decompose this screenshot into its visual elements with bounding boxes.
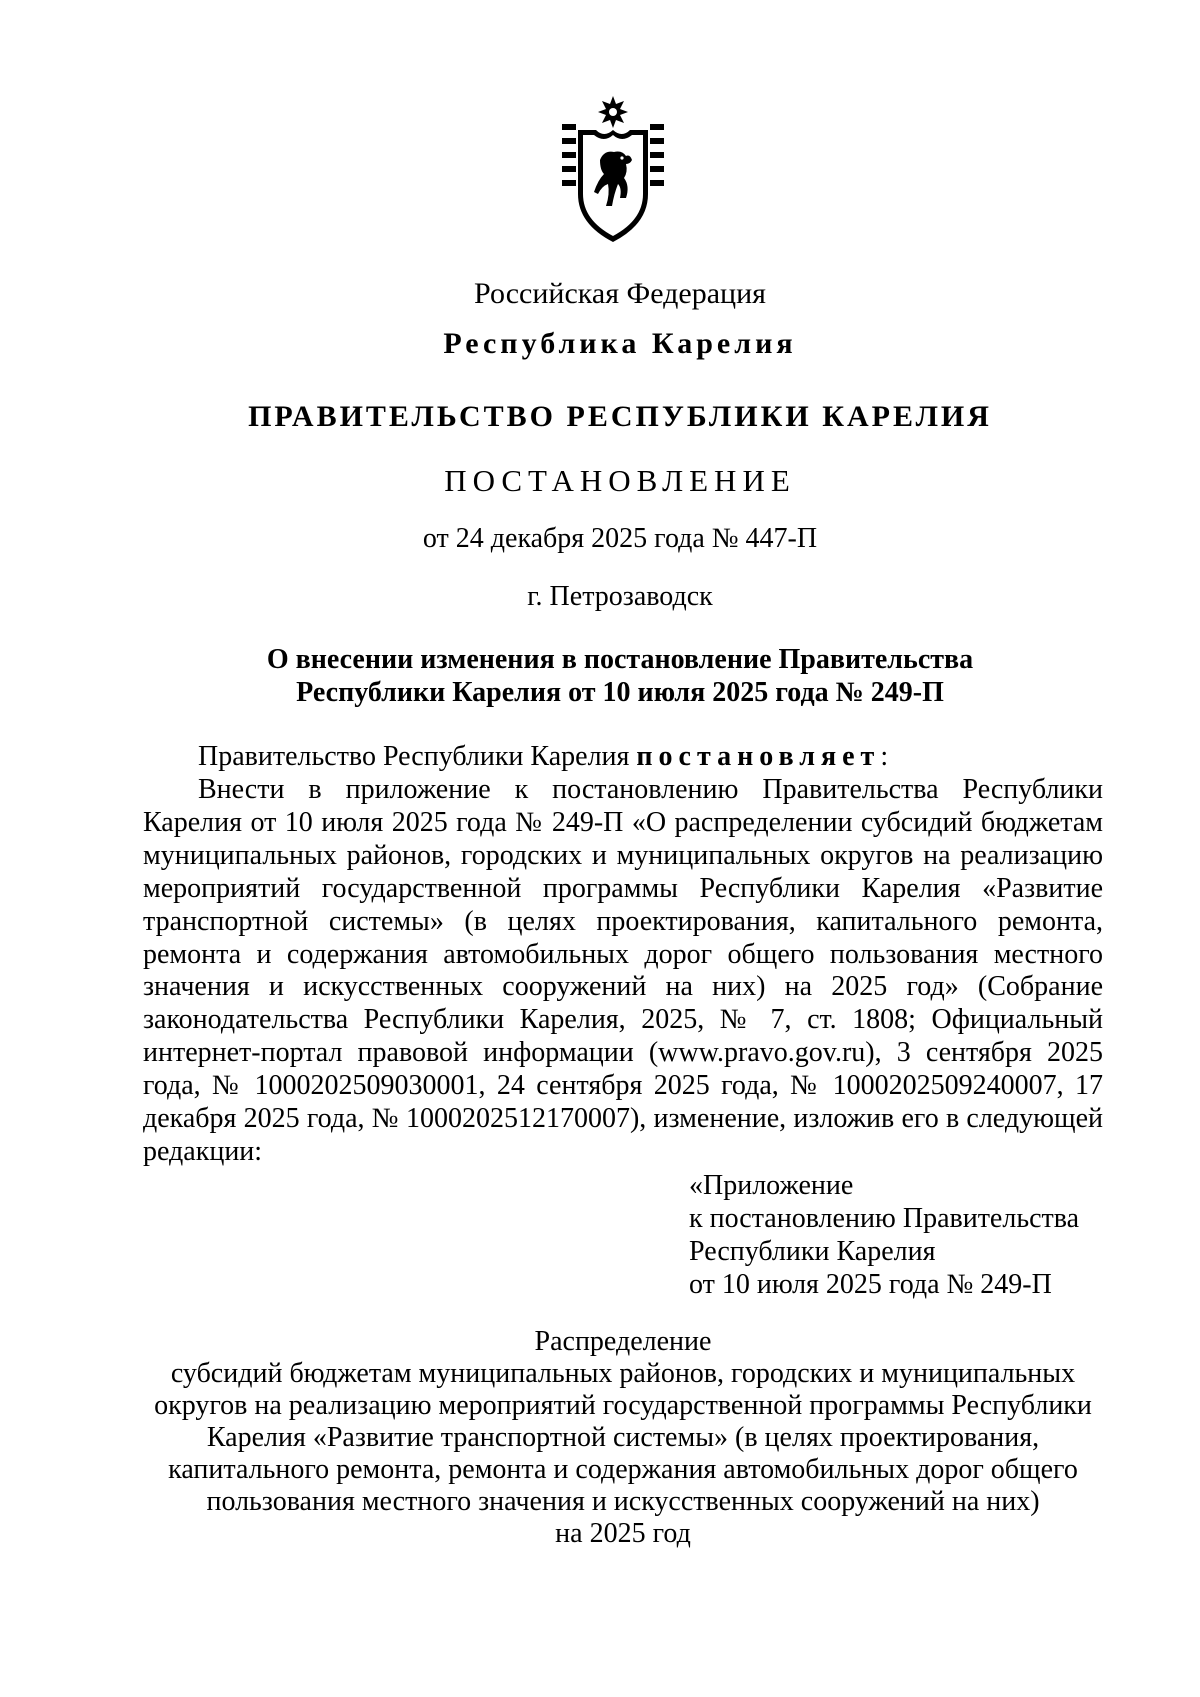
distribution-heading bbox=[143, 1326, 1103, 1550]
decree-verb: постановляет bbox=[636, 741, 881, 772]
distribution-line: Карелия «Развитие транспортной системы» (в целях проектирования, bbox=[206, 1422, 1040, 1453]
republic-heading: Республика Карелия bbox=[443, 327, 797, 360]
distribution-line: округов на реализацию мероприятий государственной программы Республики bbox=[154, 1390, 1092, 1421]
distribution-line: субсидий бюджетам муниципальных районов, городских и муниципальных bbox=[170, 1358, 1076, 1389]
document-title-line: О внесении изменения в постановление Правительства bbox=[266, 644, 974, 675]
appendix-line: к постановлению Правительства bbox=[689, 1203, 1080, 1234]
appendix-line: «Приложение bbox=[689, 1170, 854, 1201]
intro-text: Правительство Республики Карелия bbox=[198, 741, 637, 772]
appendix-reference bbox=[689, 1169, 1079, 1301]
document-type-heading: ПОСТАНОВЛЕНИЕ bbox=[444, 463, 796, 498]
document-title-line: Республики Карелия от 10 июля 2025 года № 249-П bbox=[296, 677, 944, 708]
document-date-number: от 24 декабря 2025 года № 447-П bbox=[422, 523, 818, 554]
coat-of-arms-emblem bbox=[560, 94, 666, 244]
main-paragraph: Внести в приложение к постановлению Правительства Республики Карелия от 10 июля 2025 года № 249-П «О распределении субсидий бюджетам муниципальных районов, городских и муниципальных округов на реализацию мероприятий государственной программы Республики Карелия «Развитие транспортной системы» (в целях проектирования, капитального ремонта, ремонта и содержания автомобильных дорог общего пользования местного значения и искусственных сооружений на них) на 2025 год» (Собрание законодательства Республики Карелия, 2025, № 7, ст. 1808; Официальный интернет-портал правовой информации (www.pravo.gov.ru), 3 сентября 2025 года, № 1000202509030001, 24 сентября 2025 года, № 1000202509240007, 17 декабря 2025 года, № 1000202512170007), изменение, изложив его в следующей редакции: bbox=[143, 774, 1103, 1167]
appendix-line: Республики Карелия bbox=[689, 1236, 936, 1267]
distribution-line: пользования местного значения и искусственных сооружений на них) bbox=[206, 1486, 1040, 1517]
distribution-line: на 2025 год bbox=[555, 1518, 691, 1549]
document-city: г. Петрозаводск bbox=[527, 581, 713, 612]
government-heading: ПРАВИТЕЛЬСТВО РЕСПУБЛИКИ КАРЕЛИЯ bbox=[248, 400, 992, 433]
intro-paragraph bbox=[143, 741, 1103, 774]
appendix-line: от 10 июля 2025 года № 249-П bbox=[689, 1269, 1052, 1300]
country-heading: Российская Федерация bbox=[474, 277, 766, 310]
distribution-line: Распределение bbox=[534, 1326, 712, 1357]
distribution-line: капитального ремонта, ремонта и содержания автомобильных дорог общего bbox=[168, 1454, 1078, 1485]
document-title bbox=[0, 643, 1200, 709]
intro-colon: : bbox=[880, 741, 889, 772]
